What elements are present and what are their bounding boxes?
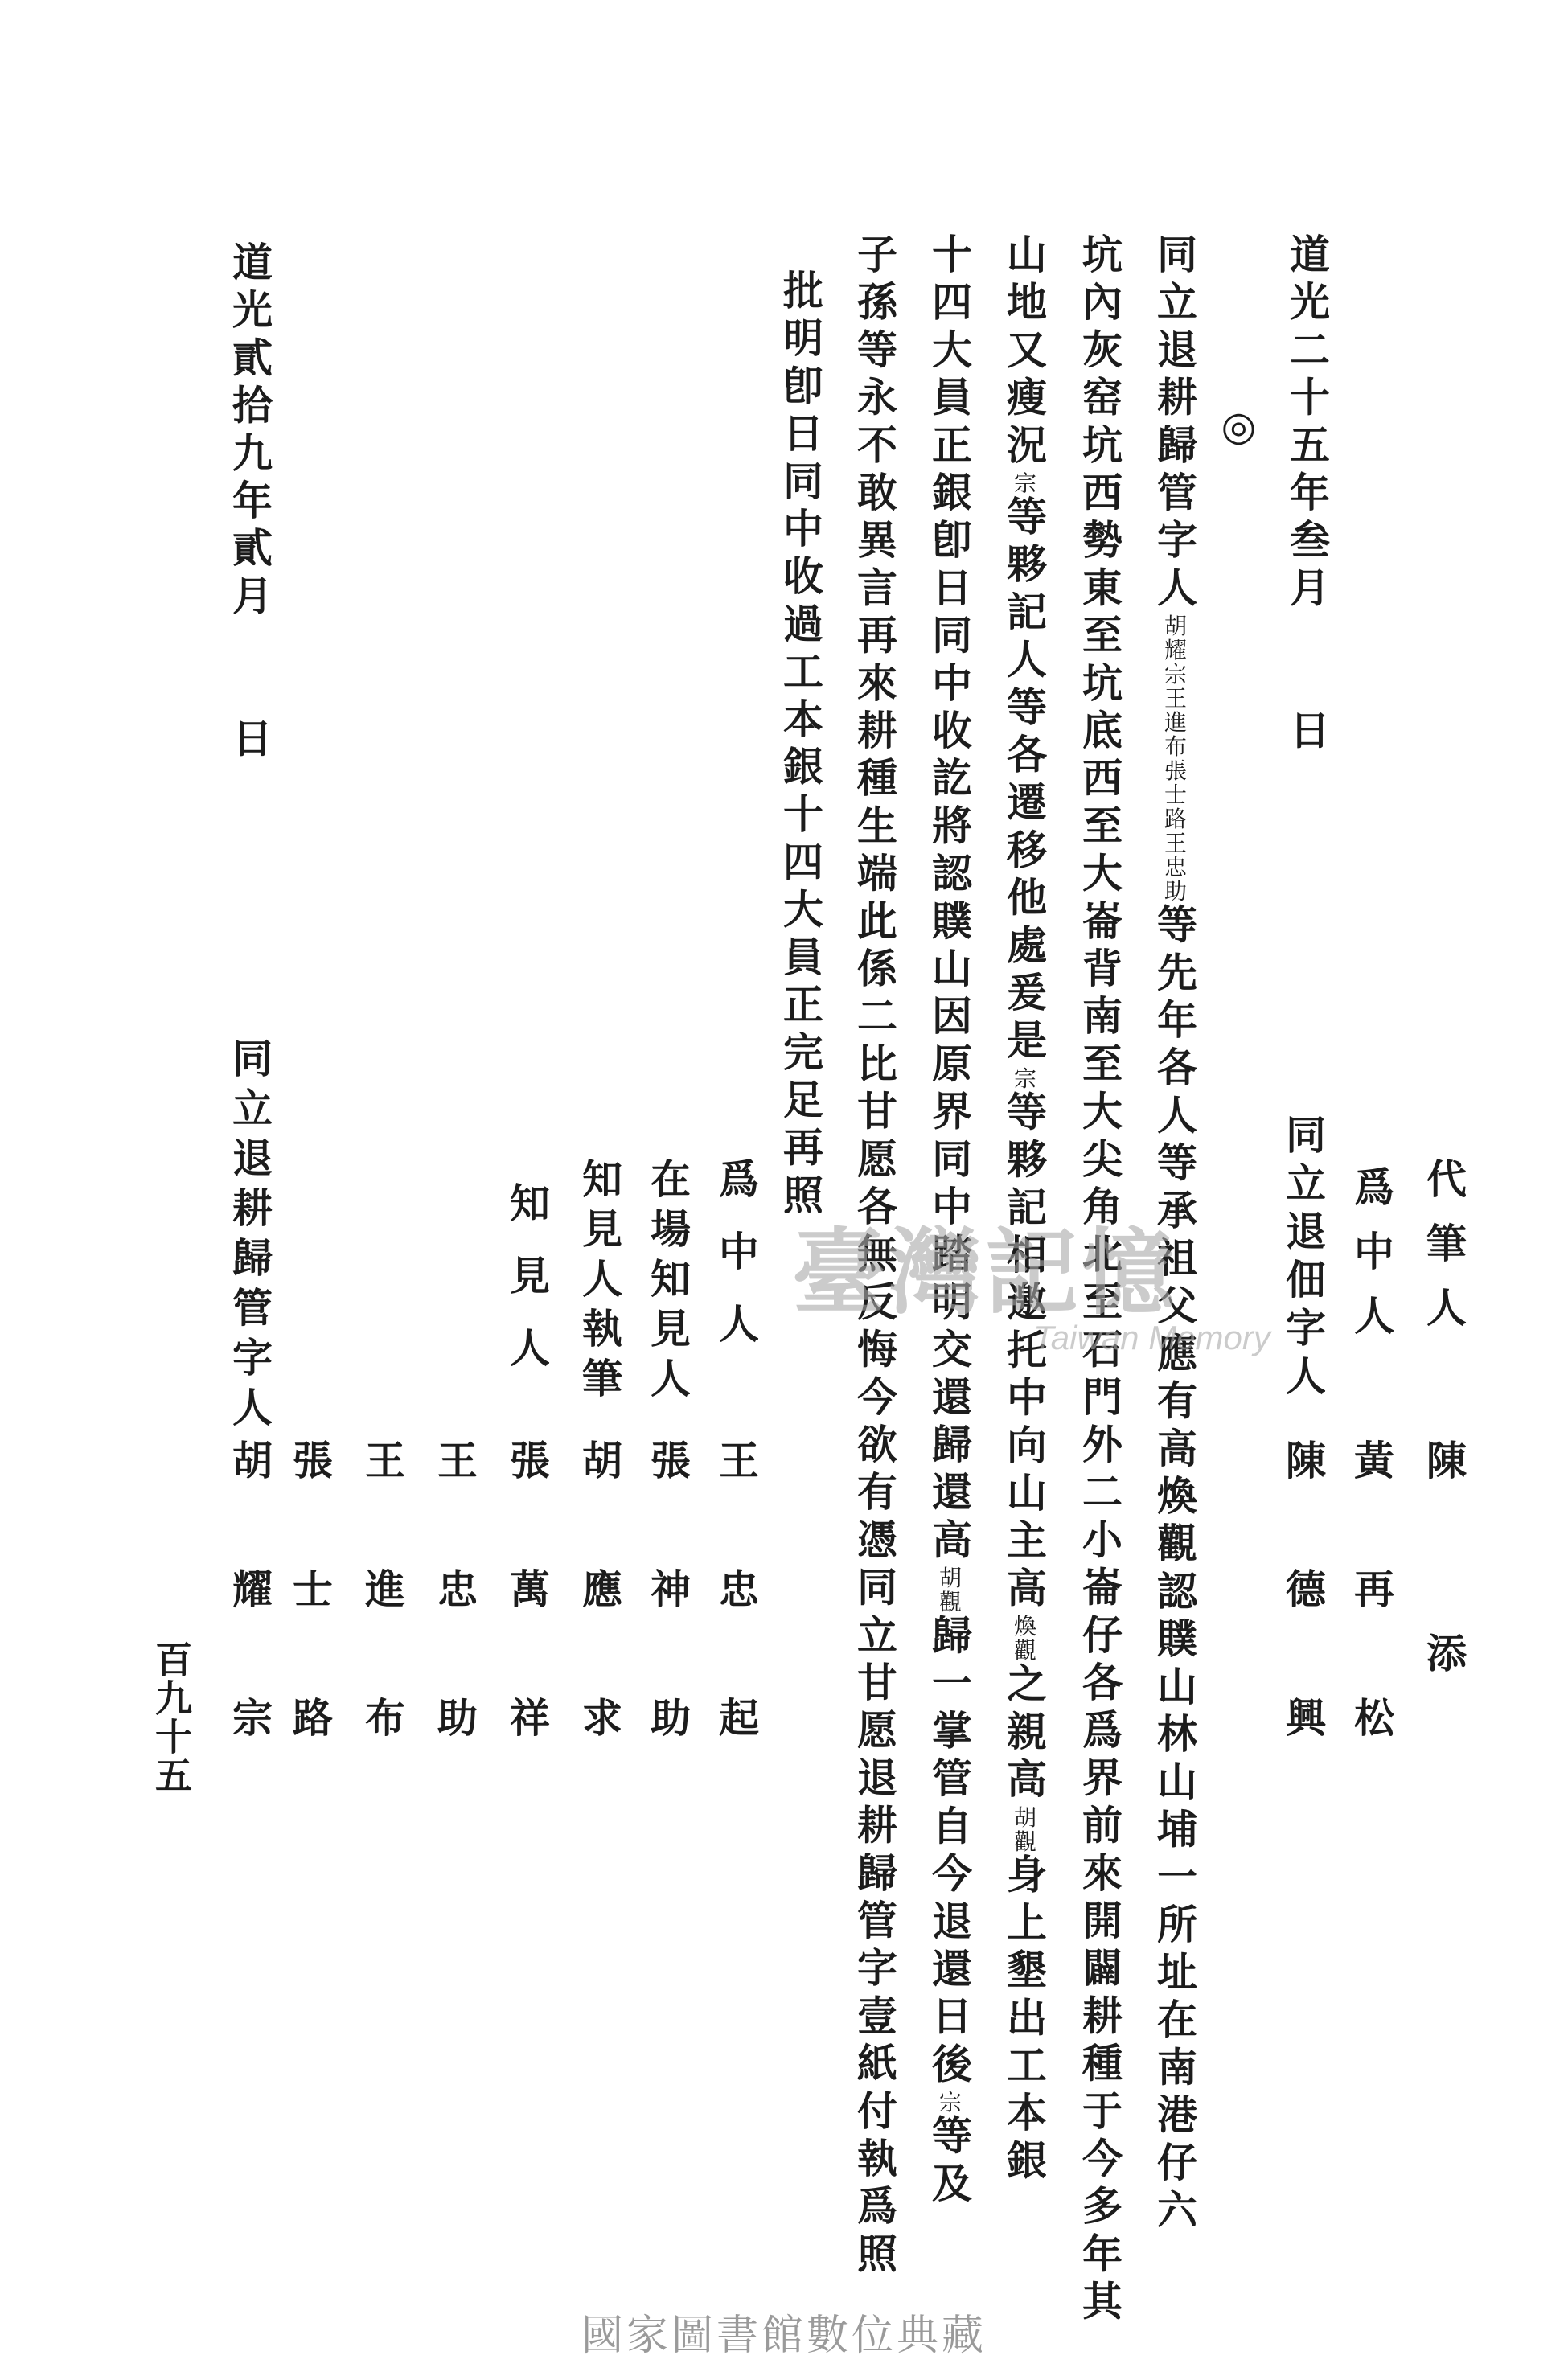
- contract1-line-6: 批明卽日同中收過工本銀十四大員正完足再照: [777, 269, 824, 1221]
- signatory-role: 爲中人: [1348, 1166, 1395, 1359]
- line-1-rest: 等先年各人等承祖父應有高煥觀認贌山林山埔一所址在南港仔六: [1151, 903, 1198, 2237]
- line-1-small-names: 胡耀宗王進布張士路王忠助: [1161, 614, 1188, 904]
- contract2-date: 道光貳拾九年貳月 日: [226, 241, 273, 765]
- signatory-name: 王 忠 起: [712, 1439, 760, 1761]
- line-4-small-1: 胡觀: [936, 1566, 963, 1615]
- line-3-d: 之親高: [1000, 1662, 1048, 1806]
- contract1-date: 道光二十五年叁月 日: [1283, 233, 1331, 757]
- contract1-line-2: 坑內灰窑坑西勢東至坑底西至大崙背南至大尖角北至石門外二小崙仔各爲界前來開闢耕種于今多年其: [1076, 233, 1123, 2328]
- extra-name: 王 忠 助: [431, 1439, 478, 1761]
- signatory-role: 爲中人: [712, 1158, 760, 1375]
- line-4-c: 等及: [926, 2114, 973, 2210]
- circle-mark-icon: ◎: [1215, 402, 1262, 458]
- line-4-b: 歸一掌管自今退還日後: [926, 1614, 973, 2091]
- contract2-role: 同立退耕歸管字人: [226, 1037, 273, 1436]
- signatory-name: 陳 添: [1420, 1439, 1467, 1697]
- line-3-small-4: 胡觀: [1011, 1805, 1037, 1854]
- extra-name: 王 進 布: [359, 1439, 406, 1761]
- contract2-name: 胡 耀 宗: [226, 1439, 273, 1761]
- watermark-subtitle: Taiwan Memory: [1033, 1319, 1270, 1356]
- line-3-small-2: 宗: [1011, 1066, 1037, 1091]
- line-3-b: 等夥記人等各遷移他處爰是: [1000, 495, 1048, 1067]
- contract1-line-1: [1151, 233, 1262, 2237]
- signatory-name: 陳 德 興: [1279, 1439, 1327, 1761]
- line-3-a: 山地又瘦況: [1000, 233, 1048, 471]
- signatory-role: 知見人: [503, 1182, 551, 1399]
- line-4-a: 十四大員正銀卽日同中收訖將認贌山因原界同中踏明交還歸還高: [926, 233, 973, 1566]
- signatory-name: 張 萬 祥: [503, 1439, 551, 1761]
- contract1-line-3: [1000, 233, 1048, 2187]
- line-3-small-1: 宗: [1011, 471, 1037, 495]
- footer-caption: 國家圖書館數位典藏: [581, 2312, 987, 2360]
- signatory-role: 在場知見人: [644, 1158, 692, 1407]
- page-number: 百九十五: [150, 1640, 193, 1795]
- signatory-name: 黃 再 松: [1348, 1439, 1395, 1761]
- line-3-small-3: 煥觀: [1011, 1614, 1037, 1663]
- signatory-role: 知見人執筆: [576, 1158, 623, 1407]
- line-3-e: 身上墾出工本銀: [1000, 1853, 1048, 2187]
- extra-name: 張 士 路: [286, 1439, 334, 1761]
- signatory-name: 張 神 助: [644, 1439, 692, 1761]
- signatory-role: 同立退佃字人: [1279, 1114, 1327, 1403]
- contract1-line-5: 子孫等永不敢異言再來耕種生端此係二比甘愿各無反悔今欲有憑同立甘愿退耕歸管字壹紙付執爲照: [851, 233, 898, 2280]
- line-4-small-2: 宗: [936, 2090, 963, 2115]
- signatory-role: 代筆人: [1420, 1158, 1467, 1351]
- line-1-main: 同立退耕歸管字人: [1151, 233, 1198, 614]
- signatory-name: 胡 應 求: [576, 1439, 623, 1761]
- line-3-c: 等夥記相邀托中向山主高: [1000, 1090, 1048, 1615]
- watermark-title: 臺灣記憶: [792, 1218, 1178, 1328]
- contract1-line-4: [926, 233, 973, 2210]
